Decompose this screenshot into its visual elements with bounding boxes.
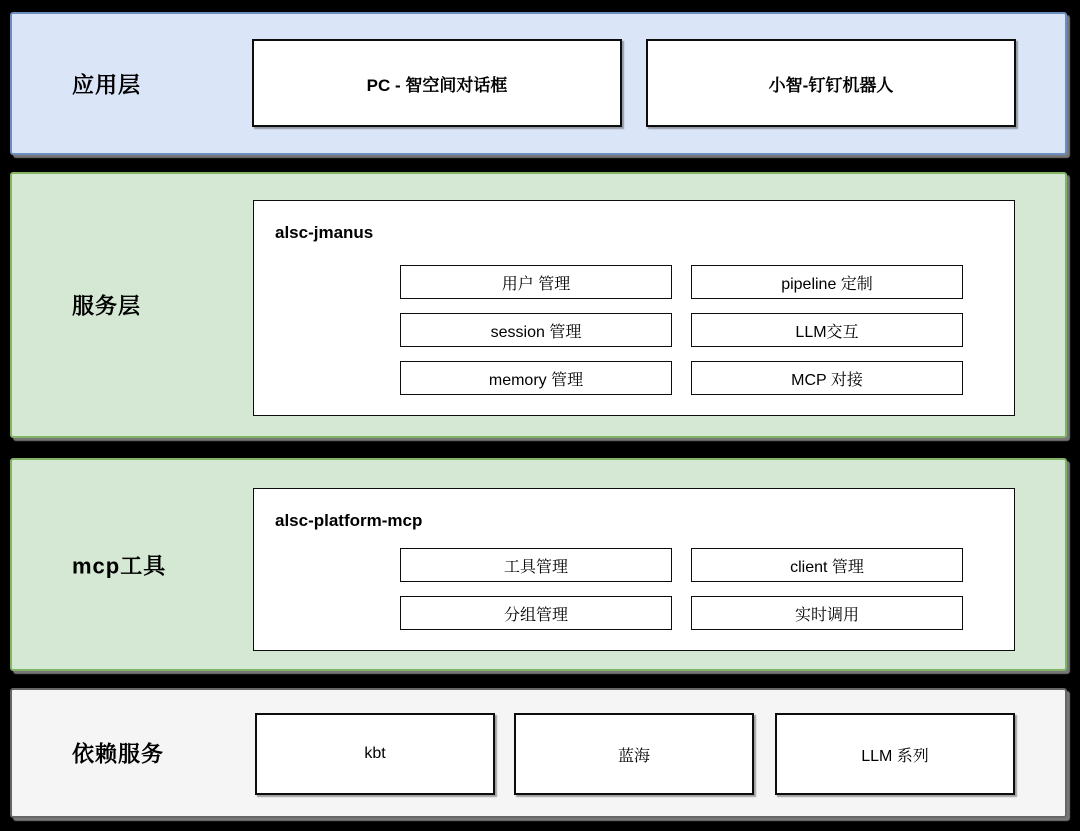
node-pc-smart-space-dialog: PC - 智空间对话框 [252,39,622,127]
feature-tool-management: 工具管理 [400,548,672,582]
feature-session-management: session 管理 [400,313,672,347]
feature-memory-management: memory 管理 [400,361,672,395]
layer-band-service [10,172,1067,438]
node-llm-series: LLM 系列 [775,713,1015,795]
layer-label-application: 应用层 [72,72,142,97]
layer-label-dependencies: 依赖服务 [72,741,165,767]
service-feature-grid [400,265,963,395]
feature-user-management: 用户 管理 [400,265,672,299]
layer-band-dependencies [10,688,1067,818]
container-title-alsc-jmanus: alsc-jmanus [275,223,374,242]
layer-band-mcp-tools [10,458,1067,671]
node-kbt: kbt [255,713,495,795]
container-alsc-platform-mcp [253,488,1015,651]
mcp-feature-grid [400,548,963,630]
container-alsc-jmanus [253,200,1015,416]
feature-mcp-connection: MCP 对接 [691,361,963,395]
container-title-alsc-platform-mcp: alsc-platform-mcp [275,511,423,530]
layer-label-service: 服务层 [72,293,142,319]
feature-group-management: 分组管理 [400,596,672,630]
feature-realtime-invocation: 实时调用 [691,596,963,630]
layer-label-mcp-tools: mcp工具 [72,553,167,578]
layer-band-application [10,12,1067,155]
feature-client-management: client 管理 [691,548,963,582]
feature-llm-interaction: LLM交互 [691,313,963,347]
node-xiaozhi-dingtalk-bot: 小智-钉钉机器人 [646,39,1016,127]
node-lanhai: 蓝海 [514,713,754,795]
feature-pipeline-custom: pipeline 定制 [691,265,963,299]
